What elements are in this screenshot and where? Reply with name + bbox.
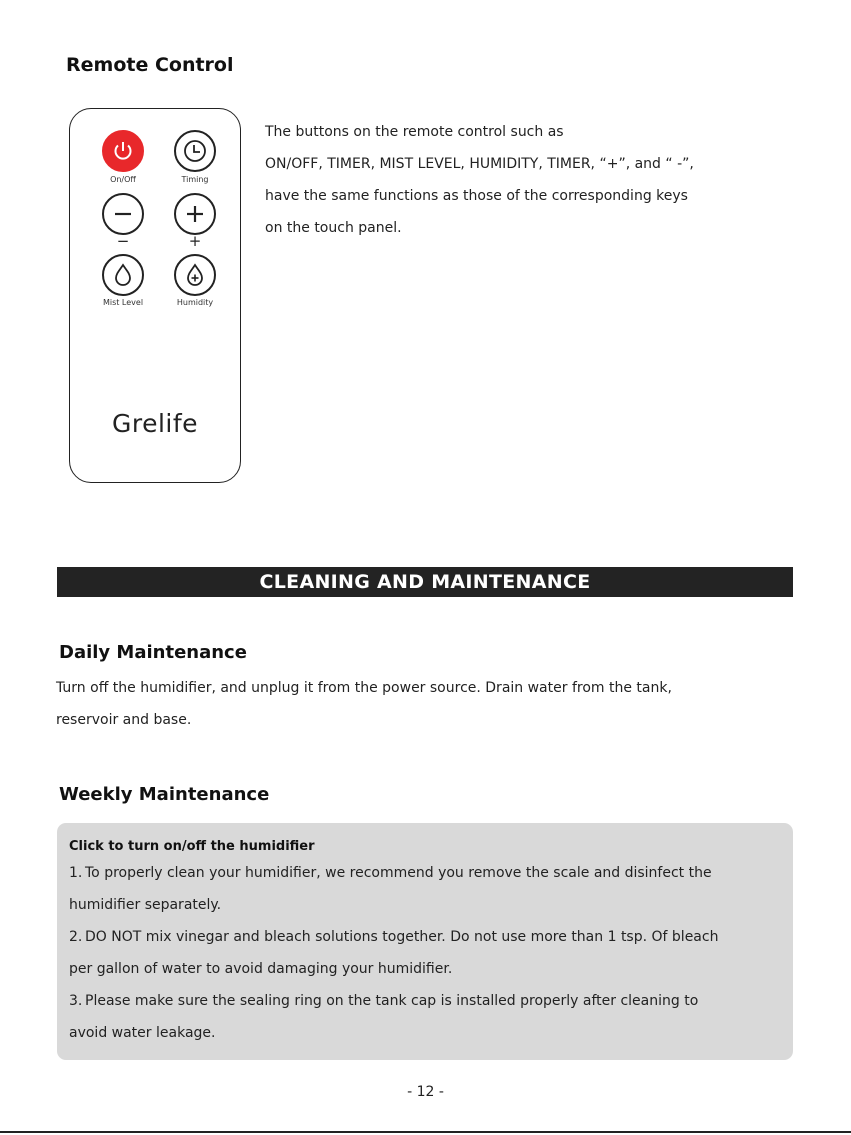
item-continuation: humidifier separately. xyxy=(69,897,222,913)
item-number: 1. xyxy=(69,865,83,881)
power-icon xyxy=(111,139,135,163)
page-number: - 12 - xyxy=(407,1084,444,1100)
minus-button-illustration xyxy=(102,193,144,235)
plus-icon xyxy=(183,202,207,226)
humidity-label: Humidity xyxy=(176,298,214,307)
plus-label: + xyxy=(188,232,202,250)
power-button-illustration xyxy=(102,130,144,172)
on-off-label: On/Off xyxy=(110,175,136,184)
clock-icon xyxy=(182,138,208,164)
mist-level-button-illustration xyxy=(102,254,144,296)
droplet-plus-icon xyxy=(183,262,207,288)
item-text: DO NOT mix vinegar and bleach solutions together. Do not use more than 1 tsp. Of bleach xyxy=(85,929,719,945)
daily-maintenance-text xyxy=(56,672,796,736)
item-number: 3. xyxy=(69,993,83,1009)
droplet-icon xyxy=(111,262,135,288)
weekly-maintenance-box xyxy=(57,823,793,1060)
item-continuation: avoid water leakage. xyxy=(69,1025,216,1041)
list-item xyxy=(69,857,781,889)
item-continuation: per gallon of water to avoid damaging your humidifier. xyxy=(69,961,453,977)
list-item xyxy=(69,985,781,1017)
minus-icon xyxy=(111,202,135,226)
mist-level-label: Mist Level xyxy=(102,298,144,307)
item-number: 2. xyxy=(69,929,83,945)
brand-logo: Grelife xyxy=(111,409,199,438)
plus-button-illustration xyxy=(174,193,216,235)
remote-description-line: The buttons on the remote control such as xyxy=(265,124,564,140)
daily-line: Turn off the humidifier, and unplug it from the power source. Drain water from the tank, xyxy=(56,680,672,696)
minus-label: − xyxy=(116,232,130,250)
daily-maintenance-heading: Daily Maintenance xyxy=(59,642,247,663)
box-heading: Click to turn on/off the humidifier xyxy=(69,839,315,854)
list-item xyxy=(69,921,781,953)
bottom-divider xyxy=(0,1131,851,1133)
weekly-maintenance-heading: Weekly Maintenance xyxy=(59,784,270,805)
remote-description xyxy=(265,116,765,244)
remote-illustration xyxy=(69,108,241,483)
section-banner: CLEANING AND MAINTENANCE xyxy=(57,567,793,597)
daily-line: reservoir and base. xyxy=(56,712,192,728)
remote-description-line: on the touch panel. xyxy=(265,220,402,236)
item-text: Please make sure the sealing ring on the tank cap is installed properly after cleaning to xyxy=(85,993,699,1009)
humidity-button-illustration xyxy=(174,254,216,296)
remote-description-line: ON/OFF, TIMER, MIST LEVEL, HUMIDITY, TIMER, “+”, and “ -”, xyxy=(265,156,694,172)
remote-control-heading: Remote Control xyxy=(66,54,234,76)
timing-label: Timing xyxy=(181,175,209,184)
item-text: To properly clean your humidifier, we recommend you remove the scale and disinfect the xyxy=(85,865,712,881)
remote-description-line: have the same functions as those of the corresponding keys xyxy=(265,188,688,204)
timing-button-illustration xyxy=(174,130,216,172)
